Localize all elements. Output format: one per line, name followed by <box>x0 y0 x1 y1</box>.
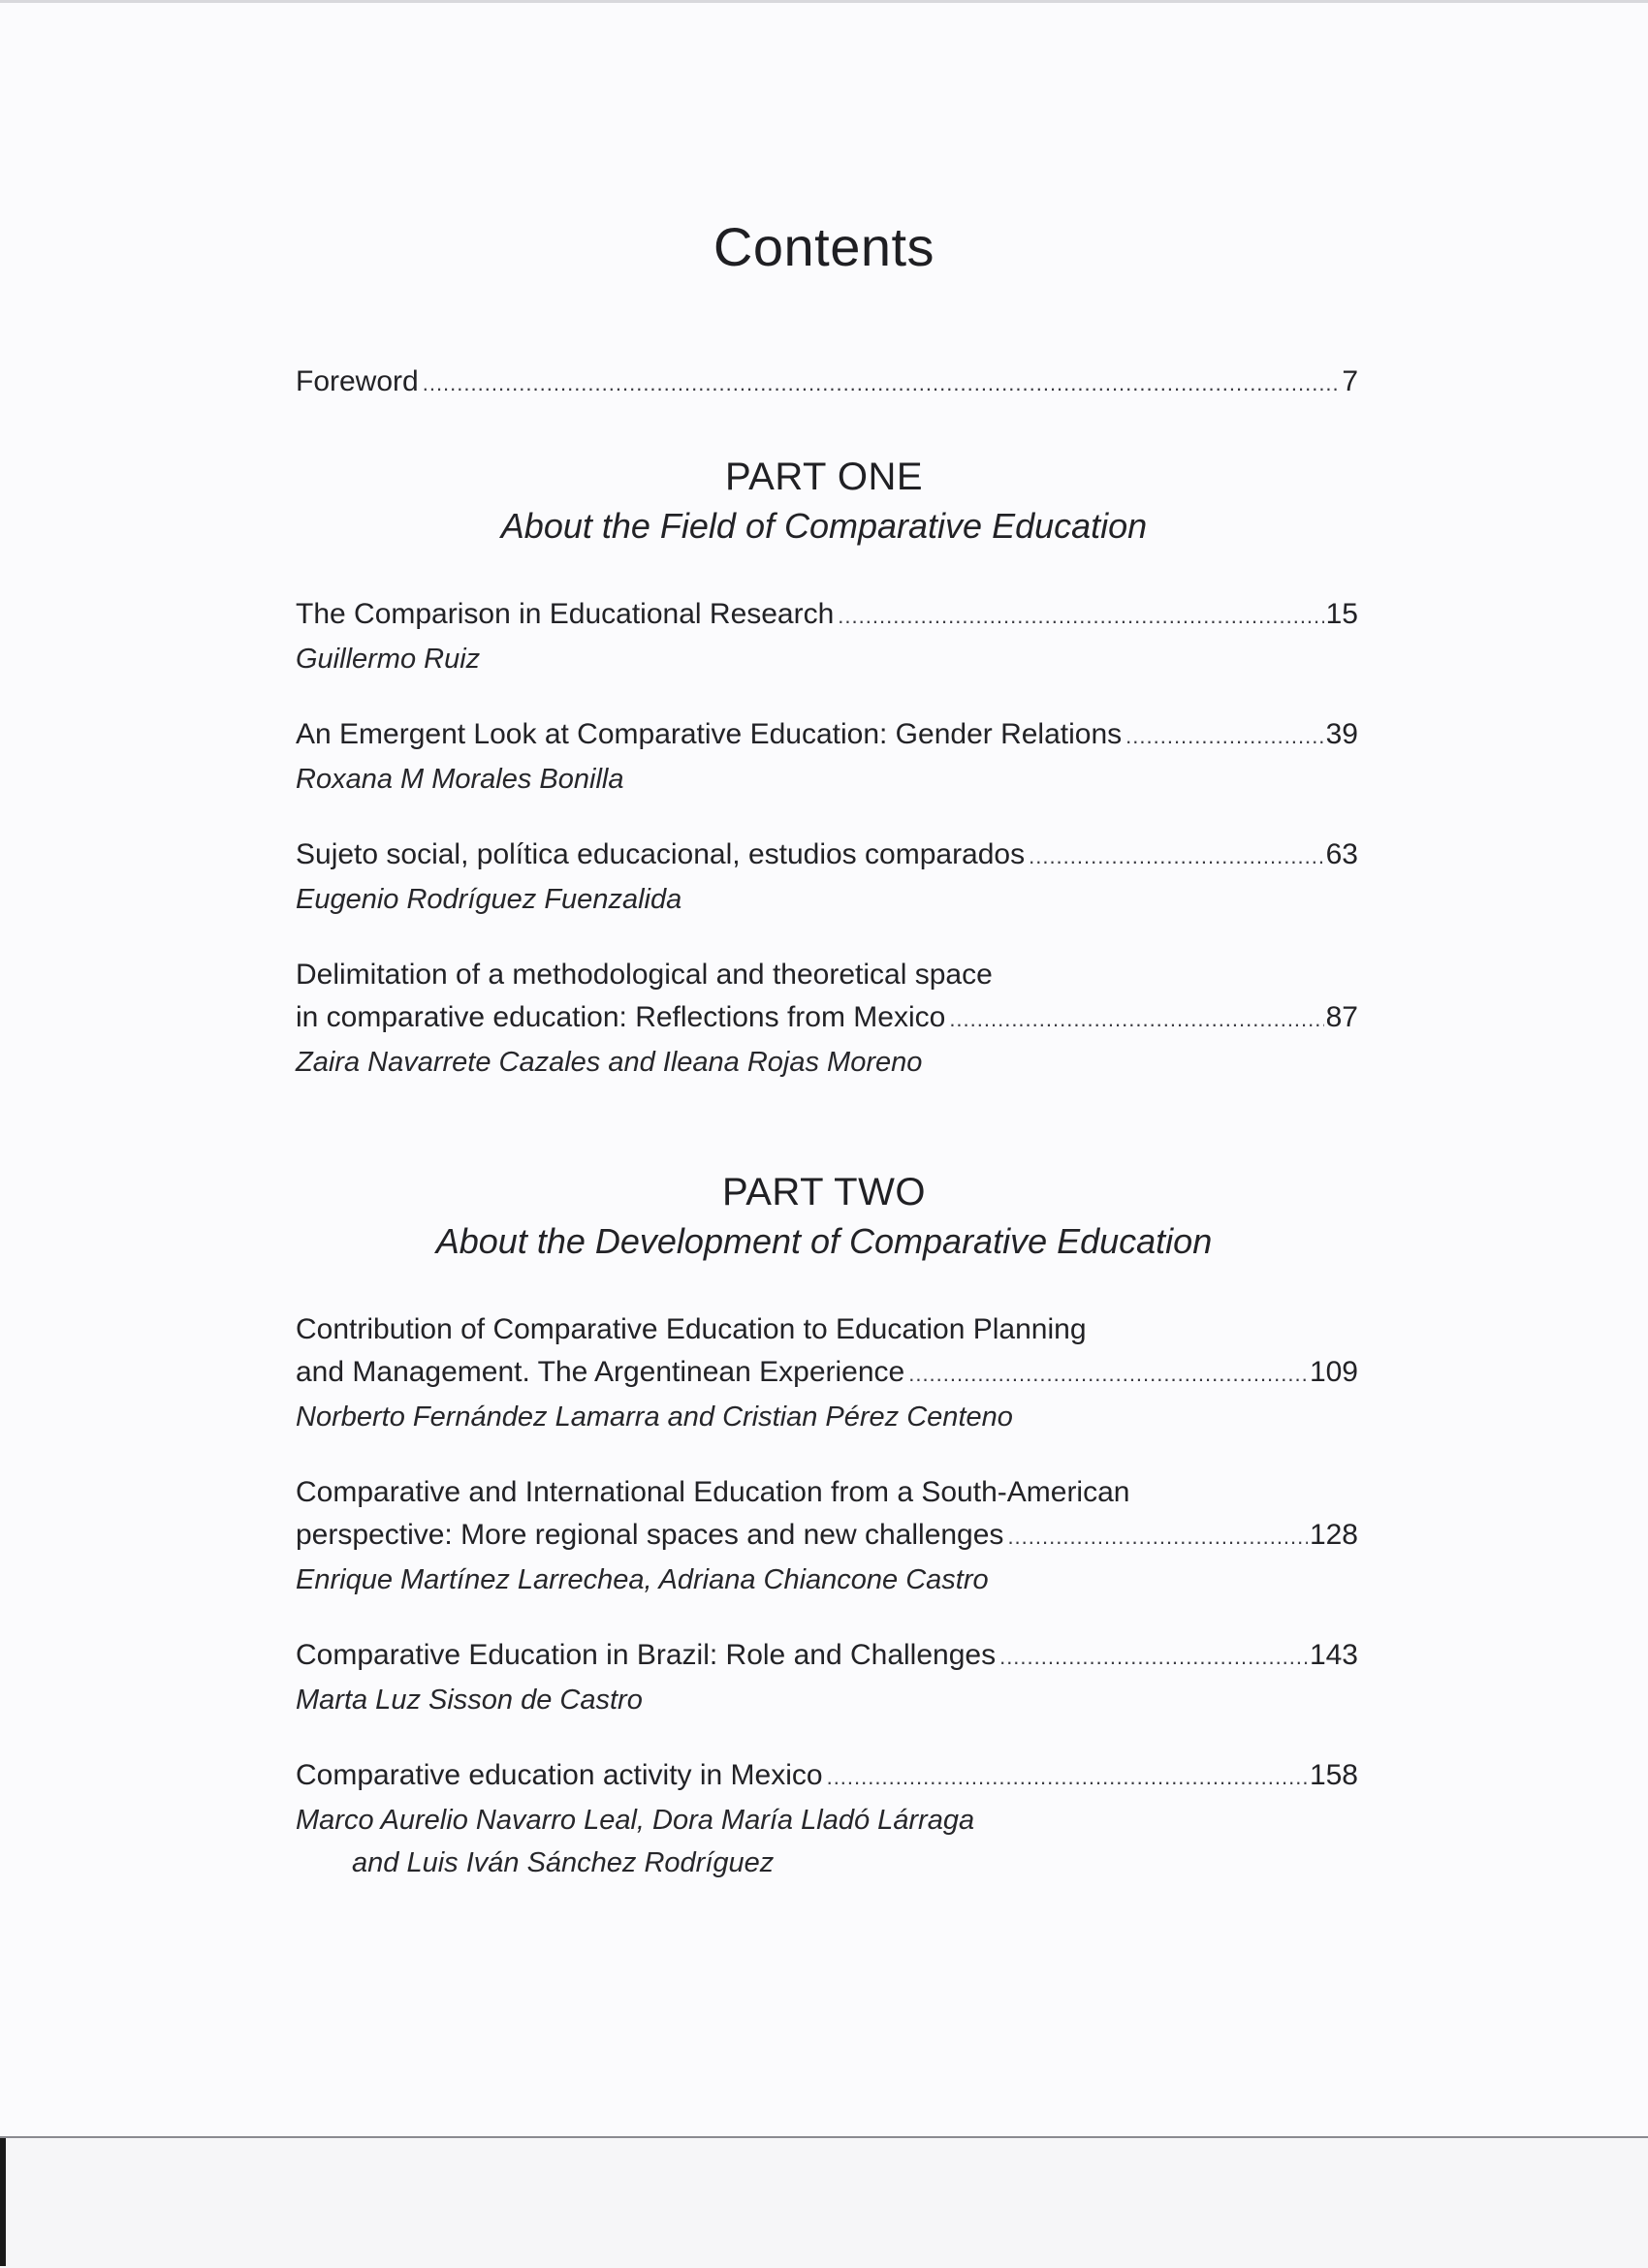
toc-entry-author: Eugenio Rodríguez Fuenzalida <box>296 884 682 915</box>
toc-entry-title-line <box>296 1514 1358 1559</box>
toc-page-number: 63 <box>1325 838 1358 870</box>
part-subtitle: About the Development of Comparative Education <box>435 1221 1213 1261</box>
dot-leader <box>949 998 1323 1041</box>
toc-page-number: 109 <box>1309 1356 1358 1388</box>
dot-leader <box>908 1353 1308 1396</box>
toc-entry-title-continued: and Management. The Argentinean Experience <box>296 1356 905 1388</box>
toc-entry-title-continued: perspective: More regional spaces and new challenges <box>296 1519 1004 1551</box>
toc-page-number: 87 <box>1325 1001 1358 1033</box>
toc-page-number: 143 <box>1309 1639 1358 1671</box>
toc-entry-title: Contribution of Comparative Education to Education Planning <box>296 1313 1087 1345</box>
toc-entry-title: The Comparison in Educational Research <box>296 598 835 630</box>
toc-entry-foreword[interactable] <box>296 361 1358 405</box>
toc-entry-title: Foreword <box>296 365 419 397</box>
table-of-contents <box>296 361 1358 1884</box>
toc-entry[interactable] <box>296 1308 1358 1438</box>
part-subtitle: About the Field of Comparative Education <box>500 506 1148 546</box>
toc-entry-author: Enrique Martínez Larrechea, Adriana Chiancone Castro <box>296 1564 989 1595</box>
toc-entry-title: Sujeto social, política educacional, estudios comparados <box>296 838 1026 870</box>
toc-entry-title-line <box>296 1351 1358 1396</box>
toc-entry[interactable] <box>296 1754 1358 1884</box>
toc-entry-title-line <box>296 361 1358 405</box>
toc-entry-title: Comparative and International Education from a South-American <box>296 1476 1130 1508</box>
toc-entry[interactable] <box>296 713 1358 801</box>
toc-entry-title: An Emergent Look at Comparative Education: Gender Relations <box>296 718 1123 750</box>
toc-entry[interactable] <box>296 1471 1358 1601</box>
toc-entry-title-line <box>296 713 1358 758</box>
dot-leader <box>1007 1516 1308 1559</box>
toc-entry-author: Zaira Navarrete Cazales and Ileana Rojas Moreno <box>296 1047 923 1078</box>
toc-entry-title: Comparative Education in Brazil: Role and Challenges <box>296 1639 997 1671</box>
dot-leader <box>999 1636 1308 1679</box>
toc-entry-title-line <box>296 834 1358 878</box>
toc-entry[interactable] <box>296 593 1358 680</box>
toc-page-number: 15 <box>1325 598 1358 630</box>
scan-edge-mark <box>0 2138 6 2266</box>
page-title: Contents <box>713 216 935 277</box>
toc-entry-title-line <box>296 1634 1358 1679</box>
scan-top-edge <box>0 0 1648 3</box>
dot-leader <box>838 595 1323 638</box>
dot-leader <box>827 1756 1308 1799</box>
dot-leader <box>1125 715 1323 758</box>
toc-entry-author-continued: and Luis Iván Sánchez Rodríguez <box>352 1847 775 1878</box>
toc-entry-title-line-first <box>296 954 1358 996</box>
toc-page-number: 39 <box>1325 718 1358 750</box>
toc-entry[interactable] <box>296 1634 1358 1721</box>
toc-entry-title: Delimitation of a methodological and theoretical space <box>296 959 993 991</box>
part-heading-two <box>0 1167 1648 1266</box>
toc-entry-author: Marco Aurelio Navarro Leal, Dora María Lladó Lárraga <box>296 1805 975 1836</box>
toc-entry-title-continued: in comparative education: Reflections from Mexico <box>296 1001 946 1033</box>
toc-entry-author: Marta Luz Sisson de Castro <box>296 1685 643 1716</box>
dot-leader <box>1029 835 1324 878</box>
toc-entry[interactable] <box>296 954 1358 1084</box>
toc-page-number: 7 <box>1342 365 1358 397</box>
dot-leader <box>423 362 1339 405</box>
part-heading-one <box>0 452 1648 551</box>
toc-entry-title-line <box>296 593 1358 638</box>
toc-entry-title-line-first <box>296 1471 1358 1514</box>
toc-entry-title: Comparative education activity in Mexico <box>296 1759 823 1791</box>
toc-page-number: 128 <box>1309 1519 1358 1551</box>
toc-entry-title-line-first <box>296 1308 1358 1351</box>
part-label: PART ONE <box>724 456 924 498</box>
toc-entry-author: Roxana M Morales Bonilla <box>296 764 624 795</box>
toc-entry[interactable] <box>296 834 1358 921</box>
toc-entry-author: Guillermo Ruiz <box>296 644 481 675</box>
toc-entry-title-line <box>296 1754 1358 1799</box>
toc-entry-title-line <box>296 996 1358 1041</box>
part-label: PART TWO <box>722 1171 926 1213</box>
toc-entry-author: Norberto Fernández Lamarra and Cristian Pérez Centeno <box>296 1402 1013 1433</box>
scan-bottom-margin <box>0 2136 1648 2268</box>
toc-page-number: 158 <box>1309 1759 1358 1791</box>
